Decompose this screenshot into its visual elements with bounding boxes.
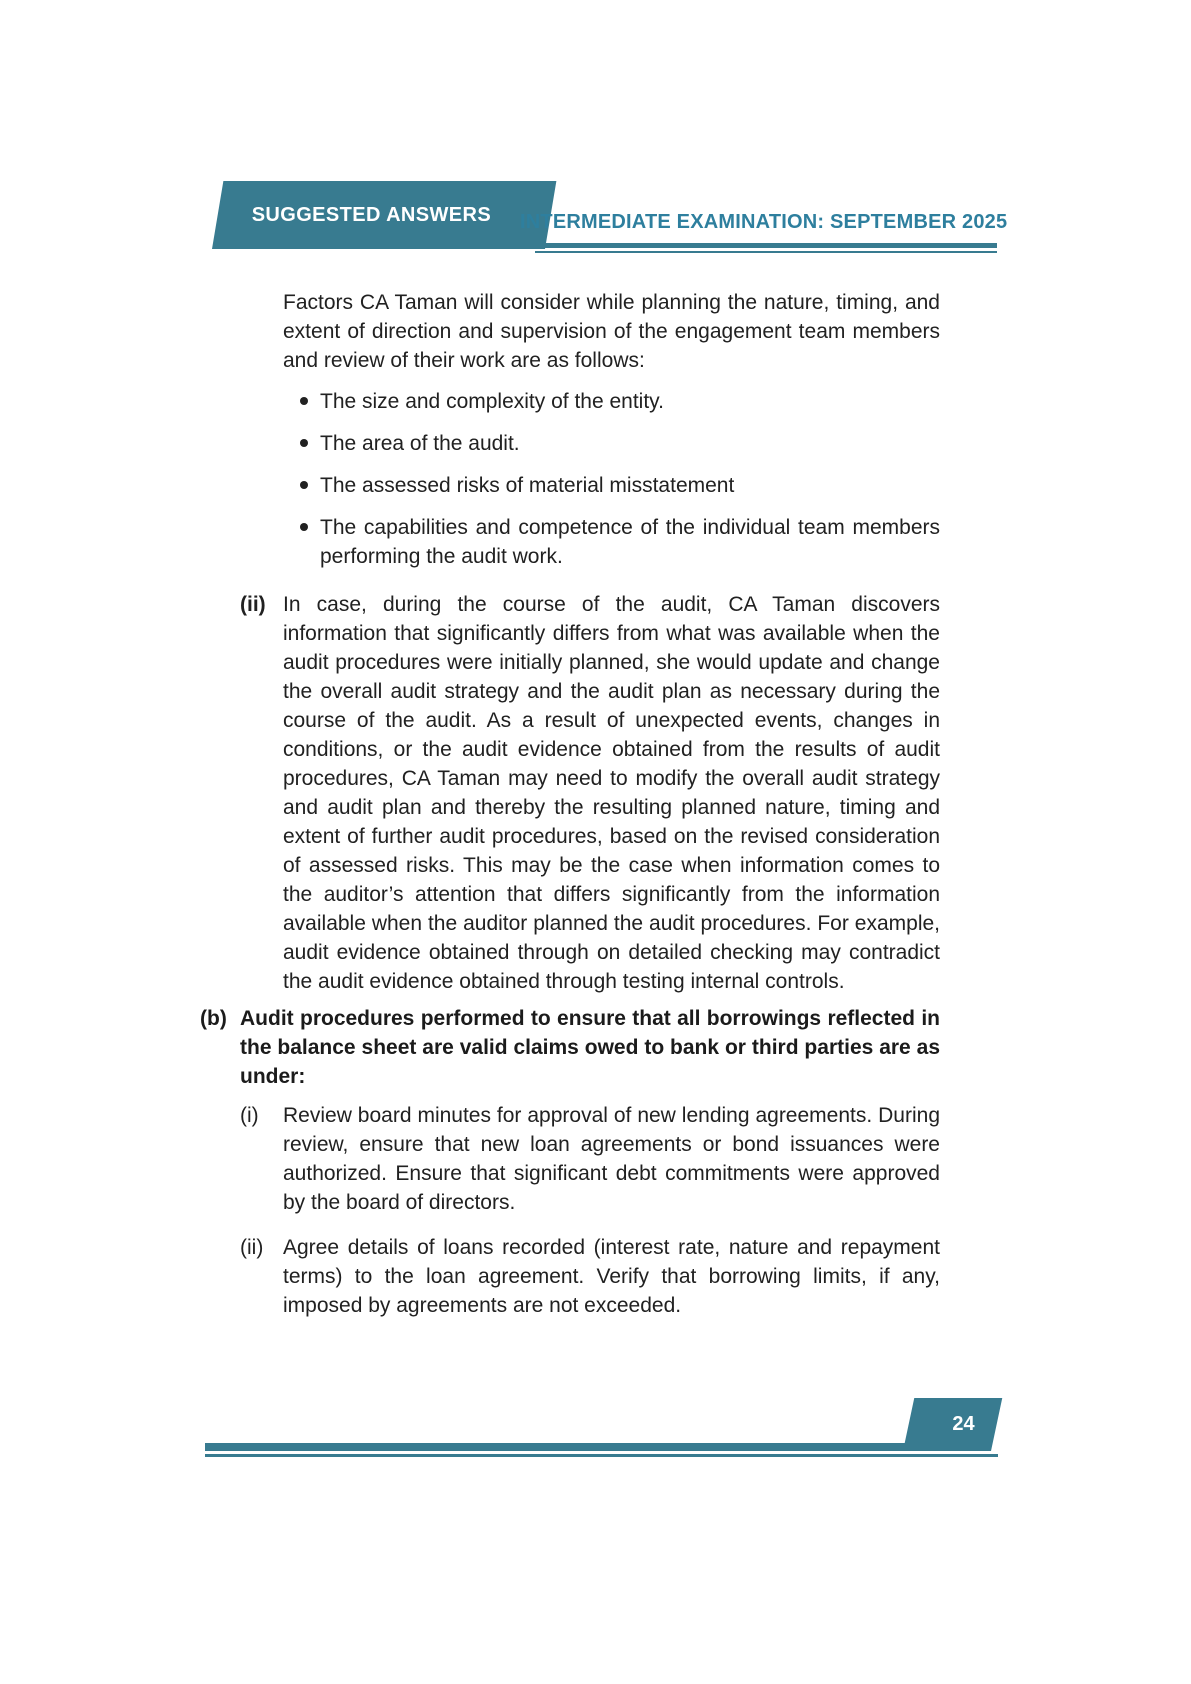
bullet-icon — [300, 523, 308, 531]
document-body — [200, 288, 945, 1320]
page-title: INTERMEDIATE EXAMINATION: SEPTEMBER 2025 — [520, 211, 1008, 233]
item-text: Review board minutes for approval of new lending agreements. During review, ensure that new loan agreements or bond issuances were authorized. Ensure that significant debt commitments were approved by the board of directors. — [283, 1104, 940, 1214]
item-label: (i) — [240, 1104, 259, 1127]
item-label: (ii) — [240, 1236, 264, 1259]
answer-item-b-heading — [200, 1004, 945, 1091]
factors-bullet-list — [300, 387, 940, 571]
bullet-text: The capabilities and competence of the individual team members performing the audit work. — [320, 516, 940, 568]
procedure-item-i — [240, 1101, 945, 1217]
page-number: 24 — [952, 1413, 975, 1435]
bullet-icon — [300, 481, 308, 489]
list-item — [300, 471, 940, 500]
intro-paragraph: Factors CA Taman will consider while planning the nature, timing, and extent of direction and supervision of the engagement team members and review of their work are as follows: — [283, 291, 940, 372]
footer-rule-thin — [205, 1454, 998, 1457]
bullet-icon — [300, 397, 308, 405]
list-item — [300, 429, 940, 458]
suggested-answers-banner — [212, 181, 556, 249]
page-number-tab — [903, 1398, 1002, 1451]
bullet-text: The assessed risks of material misstatement — [320, 474, 735, 497]
header-rule-thick — [535, 243, 997, 248]
list-item — [300, 387, 940, 416]
header-rule-thin — [535, 251, 997, 253]
banner-label: SUGGESTED ANSWERS — [251, 204, 492, 226]
list-item — [300, 513, 940, 571]
footer-rule-thick — [205, 1443, 990, 1451]
item-text: Agree details of loans recorded (interest rate, nature and repayment terms) to the loan agreement. Verify that borrowing limits, if any, imposed by agreements are not exceeded. — [283, 1236, 940, 1317]
bullet-text: The area of the audit. — [320, 432, 520, 455]
bullet-text: The size and complexity of the entity. — [320, 390, 664, 413]
answer-item-ii — [240, 590, 945, 996]
procedure-item-ii — [240, 1233, 945, 1320]
item-label: (b) — [200, 1007, 227, 1030]
bullet-icon — [300, 439, 308, 447]
item-text: In case, during the course of the audit, CA Taman discovers information that significantly differs from what was available when the audit procedures were initially planned, she would update and change the overall audit strategy and the audit plan as necessary during the course of the audit. As a result of unexpected events, changes in conditions, or the audit evidence obtained from the results of audit procedures, CA Taman may need to modify the overall audit strategy and audit plan and thereby the resulting planned nature, timing and extent of further audit procedures, based on the revised consideration of assessed risks. This may be the case when information comes to the auditor’s attention that differs significantly from the information available when the auditor planned the audit procedures. For example, audit evidence obtained through on detailed checking may contradict the audit evidence obtained through testing internal controls. — [283, 593, 940, 993]
item-label: (ii) — [240, 593, 266, 616]
item-text: Audit procedures performed to ensure that all borrowings reflected in the balance sheet are valid claims owed to bank or third parties are as under: — [240, 1007, 940, 1088]
